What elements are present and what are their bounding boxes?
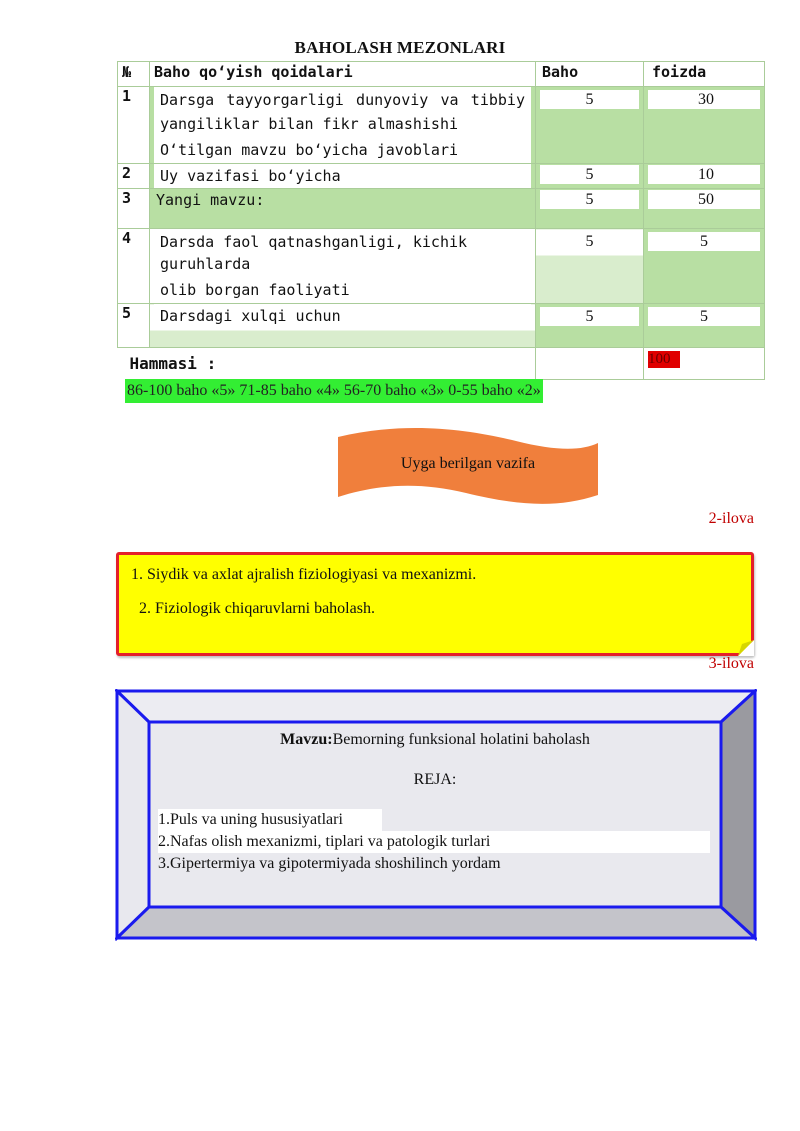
total-label: Hammasi : <box>129 354 217 373</box>
appendix-2-label: 2-ilova <box>708 510 754 527</box>
header-number: № <box>118 62 150 87</box>
plan-item: 1.Puls va uning hususiyatlari <box>158 809 382 831</box>
plan-heading: REJA: <box>413 771 457 788</box>
task-item: 2. Fiziologik chiqaruvlarni baholash. <box>139 600 375 617</box>
row-baho: 5 <box>536 304 644 348</box>
plan-item: 3.Gipertermiya va gipotermiyada shoshilinch yordam <box>158 855 501 872</box>
appendix-3-label: 3-ilova <box>708 655 754 672</box>
header-foizda: foizda <box>644 62 765 87</box>
row-foiz: 10 <box>644 164 765 189</box>
row-rule: Yangi mavzu: <box>150 189 536 229</box>
row-foiz: 50 <box>644 189 765 229</box>
topic-text: Bemorning funksional holatini baholash <box>332 731 590 748</box>
table-row <box>118 87 765 164</box>
topic-panel <box>150 721 720 905</box>
header-rules: Baho qo‘yish qoidalari <box>150 62 536 87</box>
row-number: 5 <box>118 304 150 348</box>
rule-line: Darsga tayyorgarligi dunyoviy va tibbiy <box>154 87 531 111</box>
table-total-row <box>118 348 765 380</box>
row-baho: 5 <box>536 189 644 229</box>
total-foiz-value: 100 <box>648 351 680 368</box>
grading-scale: 86-100 baho «5» 71-85 baho «4» 56-70 baho «3» 0-55 baho «2» <box>125 379 543 403</box>
row-number: 3 <box>118 189 150 229</box>
table-row <box>118 164 765 189</box>
criteria-table <box>117 61 765 380</box>
table-row <box>118 304 765 348</box>
rule-line: O‘tilgan mavzu bo‘yicha javoblari <box>154 137 531 163</box>
row-number: 4 <box>118 229 150 304</box>
plan-item: 2.Nafas olish mexanizmi, tiplari va patologik turlari <box>158 831 710 853</box>
table-header-row <box>118 62 765 87</box>
rule-line: yangiliklar bilan fikr almashishi <box>154 111 531 137</box>
row-number: 1 <box>118 87 150 164</box>
banner-text: Uyga berilgan vazifa <box>400 455 536 472</box>
topic-label: Mavzu: <box>280 731 333 748</box>
row-rule: Uy vazifasi bo‘yicha <box>150 164 536 189</box>
row-rule: Darsda faol qatnashganligi, kichik guruhlarda olib borgan faoliyati <box>150 229 536 304</box>
row-rule: Darsdagi xulqi uchun <box>150 304 536 348</box>
total-foiz <box>644 348 765 380</box>
row-baho: 5 <box>536 87 644 164</box>
homework-task-box <box>116 552 754 656</box>
row-baho: 5 <box>536 229 644 304</box>
row-baho: 5 <box>536 164 644 189</box>
row-rule <box>150 87 536 164</box>
page-fold-icon <box>738 640 754 656</box>
row-foiz: 5 <box>644 229 765 304</box>
header-baho: Baho <box>536 62 644 87</box>
homework-banner <box>336 425 600 516</box>
table-row <box>118 189 765 229</box>
row-foiz: 30 <box>644 87 765 164</box>
row-number: 2 <box>118 164 150 189</box>
page-title: BAHOLASH MEZONLARI <box>294 38 506 57</box>
total-baho <box>536 348 644 380</box>
row-foiz: 5 <box>644 304 765 348</box>
topic-heading <box>150 731 720 749</box>
task-item: 1. Siydik va axlat ajralish fiziologiyasi va mexanizmi. <box>131 566 477 583</box>
table-row <box>118 229 765 304</box>
